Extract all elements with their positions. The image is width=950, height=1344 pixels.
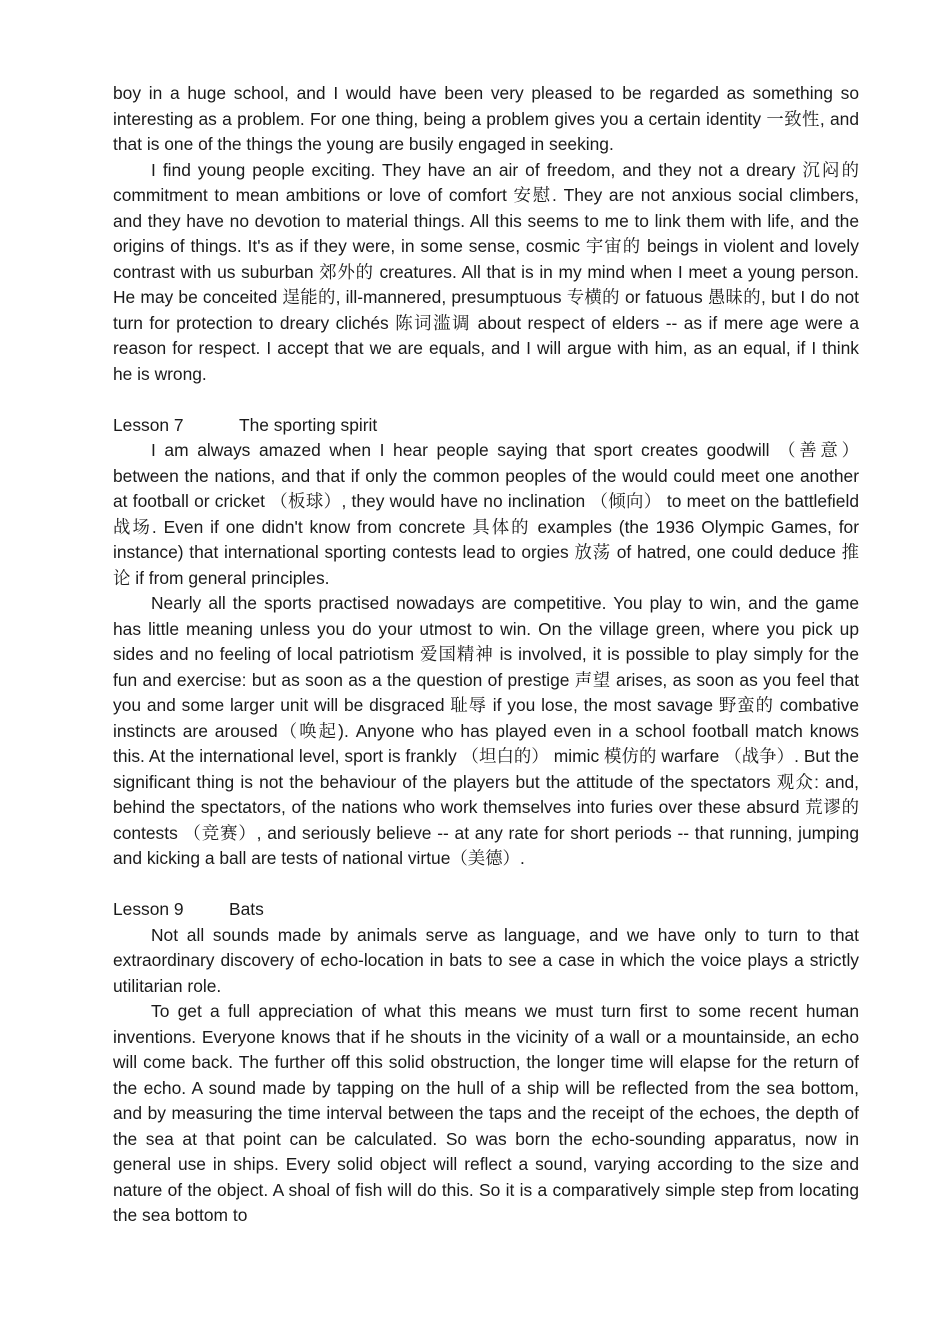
section-spacer	[113, 387, 859, 413]
lesson-9-paragraph-1: Not all sounds made by animals serve as language, and we have only to turn to that extraordinary discovery of echo-location in bats to see a case in which the voice plays a strictly utilitarian role.	[113, 924, 859, 996]
section-spacer	[113, 872, 859, 898]
lesson-9-title: Bats	[229, 899, 264, 919]
document-page	[113, 81, 859, 1229]
lesson-7-paragraph-2: Nearly all the sports practised nowadays are competitive. You play to win, and the game has little meaning unless you do your utmost to win. On the village green, where you pick up sides and no feeling of local patriotism 爱国精神 is involved, it is possible to play simply for the fun and exercise: but as soon as a the question of prestige 声望 arises, as soon as you feel that you and some larger unit will be disgraced 耻辱 if you lose, the most savage 野蛮的 combative instincts are aroused（唤起). Anyone who has played even in a school football match knows this. At the international level, sport is frankly （坦白的） mimic 模仿的 warfare （战争）. But the significant thing is not the behaviour of the players but the attitude of the spectators 观众: and, behind the spectators, of the nations who work themselves into furies over these absurd 荒谬的 contests （竞赛）, and seriously believe -- at any rate for short periods -- that running, jumping and kicking a ball are tests of national virtue（美德）.	[113, 593, 859, 868]
lesson-9-number: Lesson 9	[113, 899, 184, 919]
lesson-7-heading	[113, 413, 859, 439]
paragraph-continued: boy in a huge school, and I would have been very pleased to be regarded as something so interesting as a problem. For one thing, being a problem gives you a certain identity 一致性, and that is one of the things the young are busily engaged in seeking.	[113, 83, 859, 154]
paragraph-young-people: I find young people exciting. They have an air of freedom, and they not a dreary 沉闷的 commitment to mean ambitions or love of comfort 安慰. They are not anxious social climbers, and they have no devotion to material things. All this seems to me to link them with life, and the origins of things. It's as if they were, in some sense, cosmic 宇宙的 beings in violent and lovely contrast with us suburban 郊外的 creatures. All that is in my mind when I meet a young person. He may be conceited 逞能的, ill-mannered, presumptuous 专横的 or fatuous 愚昧的, but I do not turn for protection to dreary clichés 陈词滥调 about respect of elders -- as if mere age were a reason for respect. I accept that we are equals, and I will argue with him, as an equal, if I think he is wrong.	[113, 159, 859, 384]
lesson-7-title: The sporting spirit	[239, 414, 378, 435]
lesson-7-paragraph-1: I am always amazed when I hear people saying that sport creates goodwill （善意） between the nations, and that if only the common peoples of the would could meet one another at football or cricket （板球）, they would have no inclination （倾向） to meet on the battlefield 战场. Even if one didn't know from concrete 具体的 examples (the 1936 Olympic Games, for instance) that international sporting contests lead to orgies 放荡 of hatred, one could deduce 推论 if from general principles.	[113, 440, 859, 588]
lesson-9-heading	[113, 897, 859, 923]
lesson-7-number: Lesson 7	[113, 414, 184, 435]
lesson-9-paragraph-2: To get a full appreciation of what this means we must turn first to some recent human inventions. Everyone knows that if he shouts in the vicinity of a wall or a mountainside, an echo will come back. The further off this solid obstruction, the longer time will elapse for the return of the echo. A sound made by tapping on the hull of a ship will be reflected from the sea bottom, and by measuring the time interval between the taps and the receipt of the echoes, the depth of the sea at that point can be calculated. So was born the echo-sounding apparatus, now in general use in ships. Every solid object will reflect a sound, varying according to the size and nature of the object. A shoal of fish will do this. So it is a comparatively simple step from locating the sea bottom to	[113, 1001, 859, 1225]
